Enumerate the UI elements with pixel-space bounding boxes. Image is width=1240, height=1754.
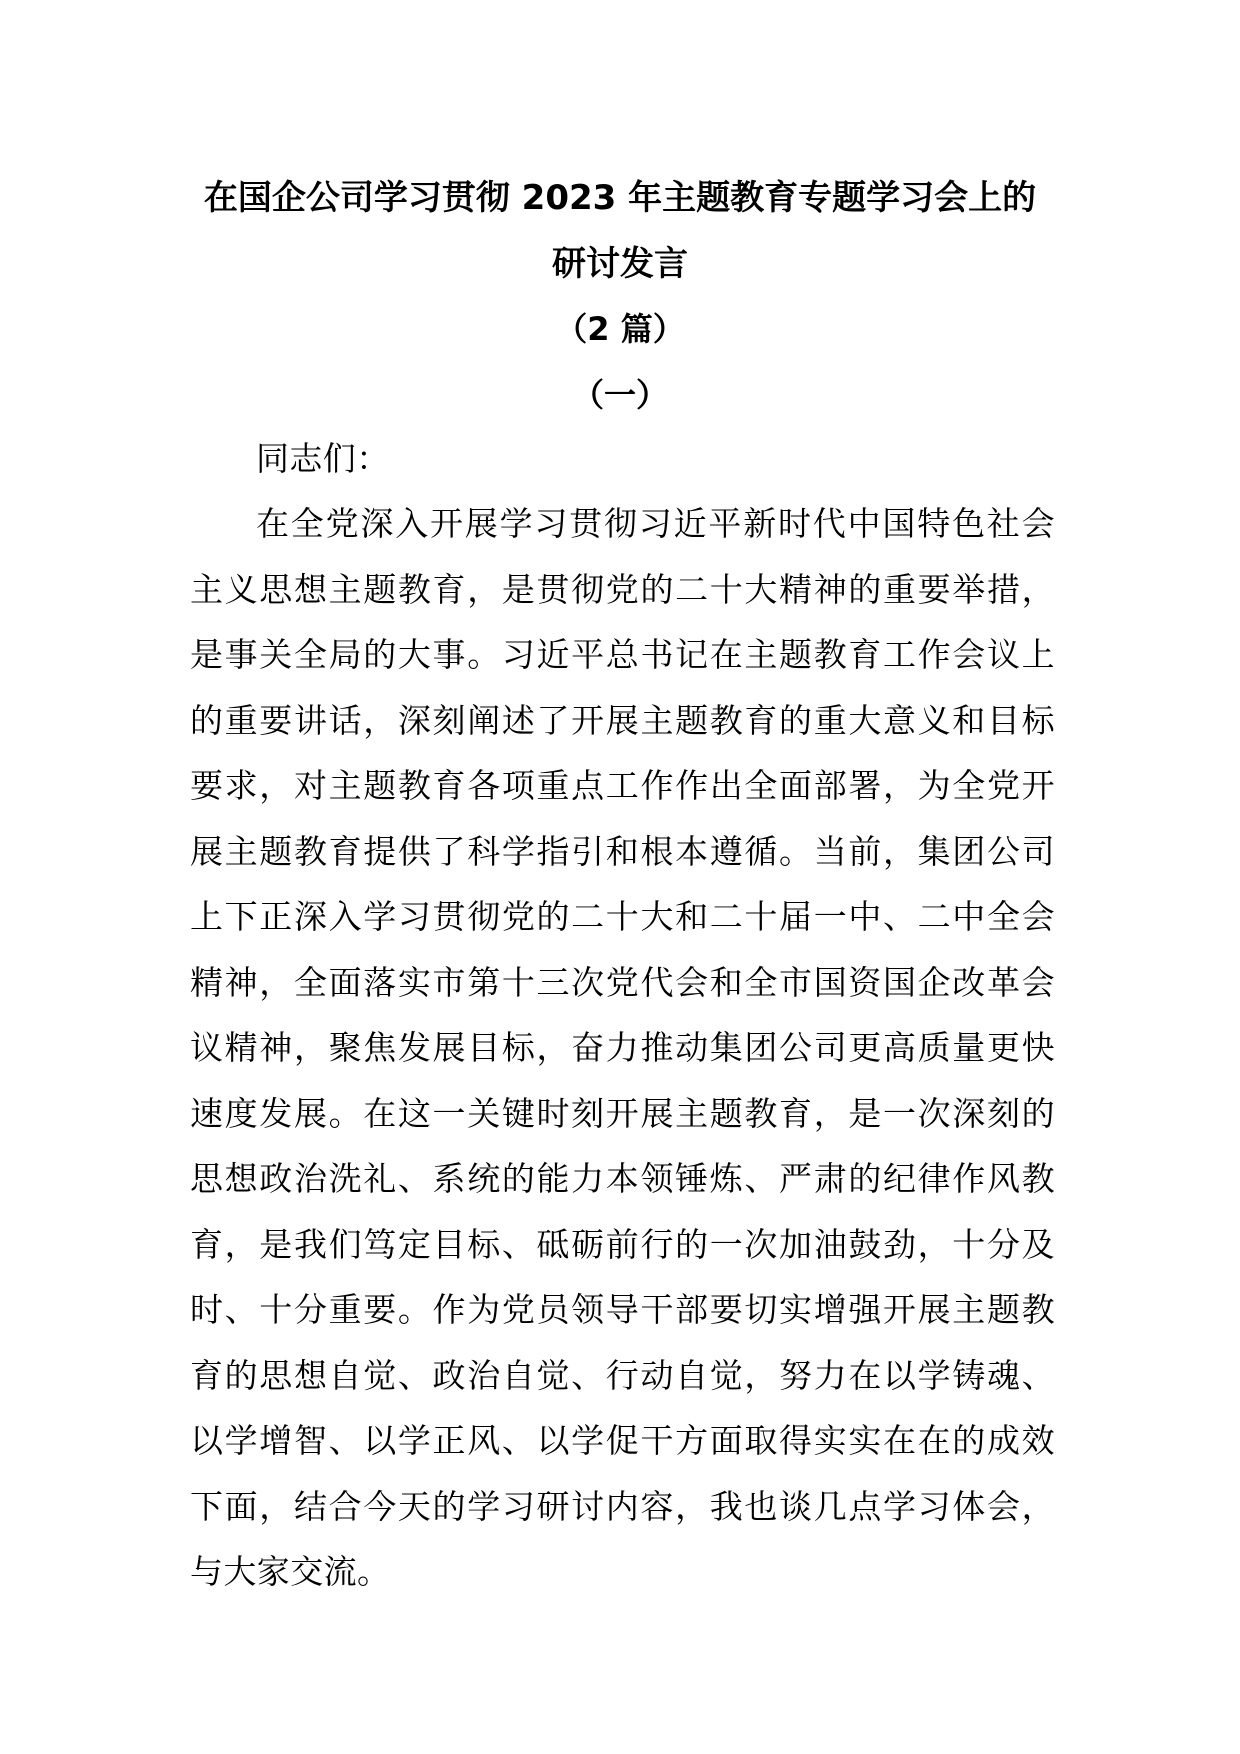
- section-label: （一）: [571, 376, 668, 414]
- document-title: 在国企公司学习贯彻 2023 年主题教育专题学习会上的研讨发言: [203, 178, 1037, 284]
- salutation: 同志们：: [256, 439, 390, 478]
- document-count-label: （2 篇）: [555, 310, 685, 348]
- body-paragraph: 在全党深入开展学习贯彻习近平新时代中国特色社会主义思想主题教育，是贯彻党的二十大精神的重要举措，是事关全局的大事。习近平总书记在主题教育工作会议上的重要讲话，深刻阐述了开展主题教育的重大意义和目标要求，对主题教育各项重点工作作出全面部署，为全党开展主题教育提供了科学指引和根本遵循。当前，集团公司上下正深入学习贯彻党的二十大和二十届一中、二中全会精神，全面落实市第十三次党代会和全市国资国企改革会议精神，聚焦发展目标，奋力推动集团公司更高质量更快速度发展。在这一关键时刻开展主题教育，是一次深刻的思想政治洗礼、系统的能力本领锤炼、严肃的纪律作风教育，是我们笃定目标、砥砺前行的一次加油鼓劲，十分及时、十分重要。作为党员领导干部要切实增强开展主题教育的思想自觉、政治自觉、行动自觉，努力在以学铸魂、以学增智、以学正风、以学促干方面取得实实在在的成效下面，结合今天的学习研讨内容，我也谈几点学习体会，与大家交流。: [190, 504, 1055, 1591]
